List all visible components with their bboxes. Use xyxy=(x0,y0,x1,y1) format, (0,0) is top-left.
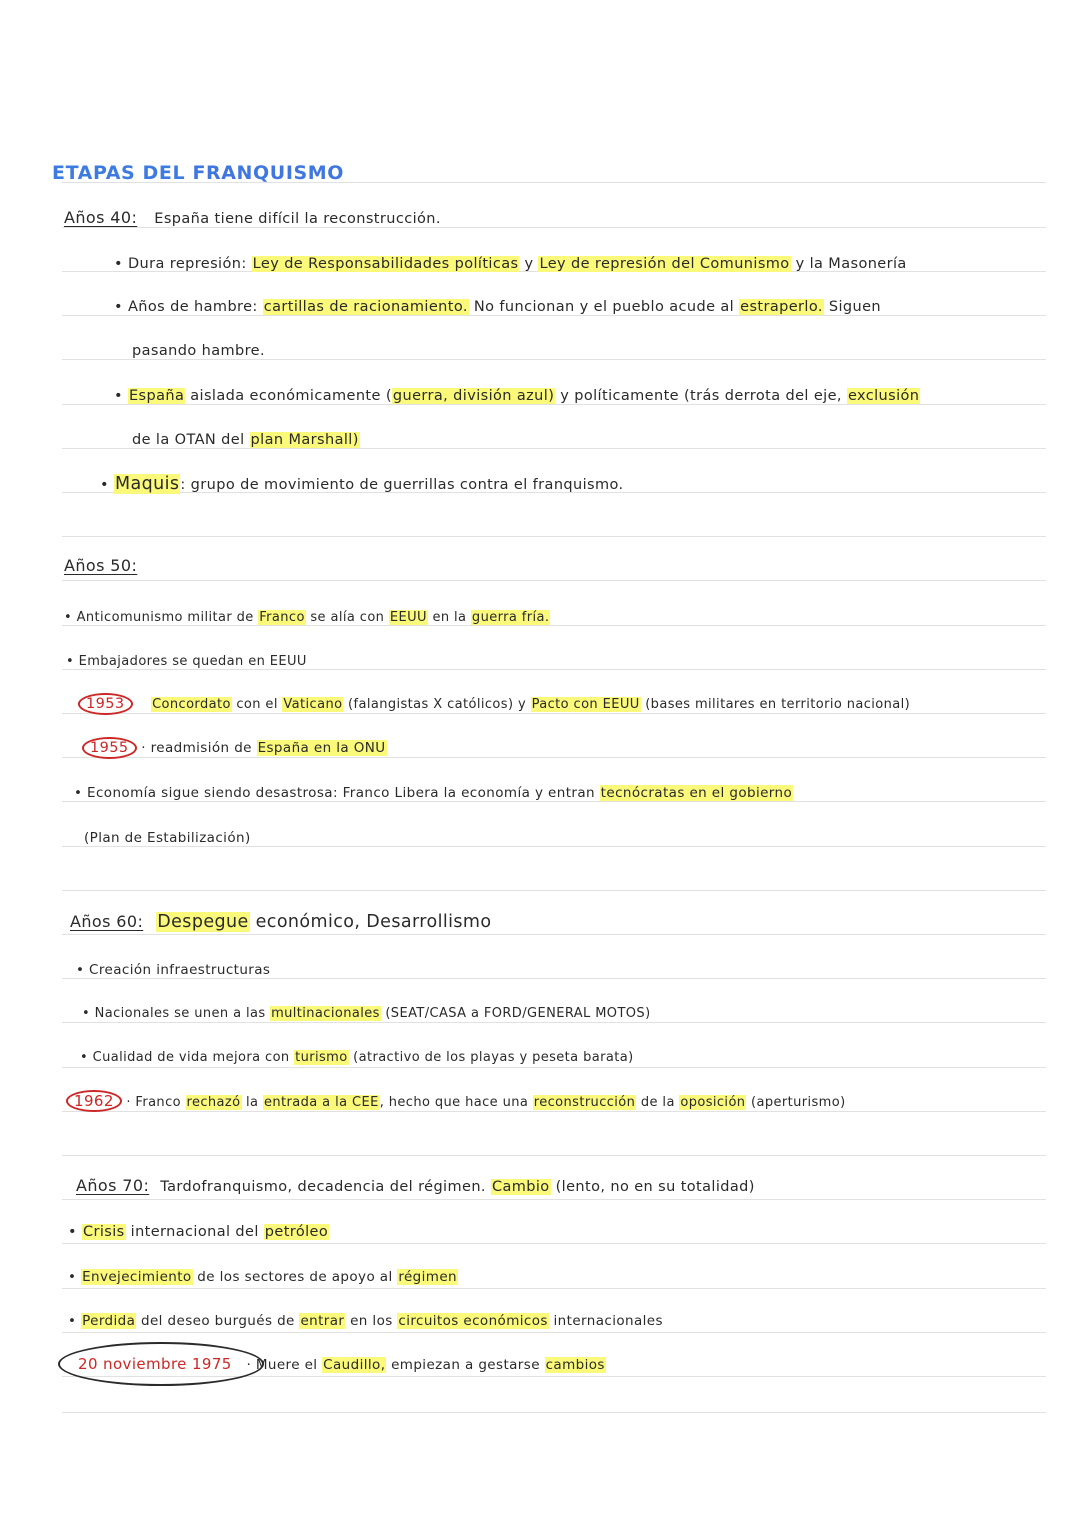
highlight: guerra, división azul) xyxy=(392,388,555,404)
rule-line xyxy=(62,1332,1046,1333)
highlight: Envejecimiento xyxy=(82,1269,192,1285)
text: económico, Desarrollismo xyxy=(249,912,492,932)
text: • Cualidad de vida mejora con xyxy=(80,1050,295,1065)
highlight: tecnócratas en el gobierno xyxy=(600,785,793,801)
rule-line xyxy=(62,890,1046,891)
list-item-envejecimiento xyxy=(68,1267,458,1287)
text: , hecho que hace una xyxy=(379,1095,533,1110)
section-70-header xyxy=(76,1176,755,1197)
list-item-dura-represion xyxy=(114,254,907,274)
highlight: Vaticano xyxy=(283,697,343,712)
text: (SEAT/CASA a FORD/GENERAL MOTOS) xyxy=(380,1006,651,1021)
text: con el xyxy=(231,697,283,712)
section-40-header xyxy=(64,208,441,229)
highlight: circuitos económicos xyxy=(398,1313,548,1329)
rule-line xyxy=(62,1412,1046,1413)
text: No funcionan y el pueblo acude al xyxy=(468,299,740,315)
highlight: rechazó xyxy=(186,1095,241,1110)
text: : grupo de movimiento de guerrillas contra el franquismo. xyxy=(180,477,624,493)
rule-line xyxy=(62,580,1046,581)
section-60-title: Años 60: xyxy=(70,912,144,931)
list-item-multinacionales xyxy=(82,1004,651,1024)
title-part1: ETAPAS DEL xyxy=(52,162,186,184)
highlight: Ley de represión del Comunismo xyxy=(539,256,790,272)
list-item-continuation: pasando hambre. xyxy=(132,343,265,359)
highlight: Cambio xyxy=(491,1179,550,1195)
section-50-header xyxy=(64,556,137,577)
text: internacionales xyxy=(548,1313,663,1329)
list-item-infraestructuras: • Creación infraestructuras xyxy=(76,962,271,978)
highlight: turismo xyxy=(295,1050,348,1065)
text: • Anticomunismo militar de xyxy=(64,610,259,625)
highlight: Pacto con EEUU xyxy=(531,697,640,712)
year-badge: 1962 xyxy=(66,1090,122,1112)
title-part2: FRANQUISMO xyxy=(192,162,345,184)
bullet: • xyxy=(68,1269,82,1285)
highlight: Maquis xyxy=(114,474,180,494)
section-40-title: Años 40: xyxy=(64,208,138,227)
text: empiezan a gestarse xyxy=(386,1357,545,1373)
bullet: • xyxy=(114,388,128,404)
text: (aperturismo) xyxy=(746,1095,846,1110)
text: y políticamente (trás derrota del eje, xyxy=(555,388,847,404)
bullet: • xyxy=(68,1313,82,1329)
event-1975 xyxy=(78,1354,606,1375)
rule-line xyxy=(62,536,1046,537)
bullet: • xyxy=(100,477,114,493)
list-item-espana-aislada xyxy=(114,386,920,406)
section-40-intro: España tiene difícil la reconstrucción. xyxy=(154,211,441,227)
text: en la xyxy=(427,610,471,625)
year-badge: 1955 xyxy=(82,737,137,759)
text: internacional del xyxy=(125,1224,264,1240)
text: del deseo burgués de xyxy=(136,1313,300,1329)
text: Siguen xyxy=(823,299,882,315)
highlight: España xyxy=(128,388,185,404)
event-1962 xyxy=(66,1090,846,1113)
date-circled: 20 noviembre 1975 xyxy=(78,1355,232,1373)
highlight: multinacionales xyxy=(271,1006,380,1021)
list-item-perdida xyxy=(68,1311,663,1331)
text: (bases militares en territorio nacional) xyxy=(640,697,911,712)
text: · Franco xyxy=(126,1095,186,1110)
highlight: España en la ONU xyxy=(257,740,386,756)
section-50-title: Años 50: xyxy=(64,556,138,575)
bullet: • xyxy=(68,1224,82,1240)
rule-line xyxy=(62,1155,1046,1156)
highlight: entrada a la CEE xyxy=(263,1095,379,1110)
highlight: Despegue xyxy=(157,912,249,932)
text: · readmisión de xyxy=(141,740,257,756)
rule-line xyxy=(62,1199,1046,1200)
highlight: guerra fría. xyxy=(471,610,550,625)
section-70-title: Años 70: xyxy=(76,1176,150,1195)
highlight: Concordato xyxy=(152,697,231,712)
highlight: Caudillo, xyxy=(323,1357,386,1373)
text: • Economía sigue siendo desastrosa: Franco Libera la economía y entran xyxy=(74,785,600,801)
list-item-embajadores: • Embajadores se quedan en EEUU xyxy=(66,654,307,669)
rule-line xyxy=(62,1243,1046,1244)
highlight: Franco xyxy=(259,610,305,625)
list-item-economia xyxy=(74,783,793,803)
text: (lento, no en su totalidad) xyxy=(550,1179,755,1195)
text: se alía con xyxy=(305,610,389,625)
text: Tardofranquismo, decadencia del régimen. xyxy=(160,1179,491,1195)
highlight: exclusión xyxy=(847,388,920,404)
text: de los sectores de apoyo al xyxy=(192,1269,398,1285)
highlight: Ley de Responsabilidades políticas xyxy=(252,256,519,272)
text: de la OTAN del xyxy=(132,432,250,448)
list-item-turismo xyxy=(80,1048,634,1068)
list-item-anticomunismo xyxy=(64,608,550,628)
list-item-maquis xyxy=(100,474,624,495)
rule-line xyxy=(62,1288,1046,1289)
highlight: plan Marshall) xyxy=(250,432,359,448)
list-item-continuation: (Plan de Estabilización) xyxy=(84,830,251,846)
highlight: estraperlo. xyxy=(740,299,823,315)
text: en los xyxy=(345,1313,398,1329)
list-item-crisis xyxy=(68,1222,329,1242)
highlight: entrar xyxy=(300,1313,345,1329)
text: (falangistas X católicos) y xyxy=(343,697,531,712)
text: · Muere el xyxy=(241,1357,323,1373)
highlight: régimen xyxy=(398,1269,458,1285)
highlight: cambios xyxy=(545,1357,605,1373)
highlight: Perdida xyxy=(82,1313,136,1329)
text: • Dura represión: xyxy=(114,256,247,272)
event-1953 xyxy=(78,693,910,715)
highlight: cartillas de racionamiento. xyxy=(263,299,468,315)
text: • Nacionales se unen a las xyxy=(82,1006,271,1021)
highlight: EEUU xyxy=(389,610,427,625)
rule-line xyxy=(62,934,1046,935)
text: (atractivo de los playas y peseta barata) xyxy=(348,1050,634,1065)
text: aislada económicamente ( xyxy=(185,388,392,404)
text: y xyxy=(519,256,539,272)
text: de la xyxy=(636,1095,680,1110)
list-item-continuation xyxy=(132,430,360,450)
text: la xyxy=(241,1095,263,1110)
text: • Años de hambre: xyxy=(114,299,258,315)
highlight: Crisis xyxy=(82,1224,125,1240)
section-60-header xyxy=(70,912,491,933)
year-badge: 1953 xyxy=(78,693,133,715)
page-title xyxy=(52,162,344,184)
event-1955 xyxy=(82,737,387,759)
text: y la Masonería xyxy=(790,256,907,272)
highlight: petróleo xyxy=(264,1224,329,1240)
list-item-anos-de-hambre xyxy=(114,297,881,317)
highlight: reconstrucción xyxy=(533,1095,636,1110)
highlight: oposición xyxy=(680,1095,746,1110)
